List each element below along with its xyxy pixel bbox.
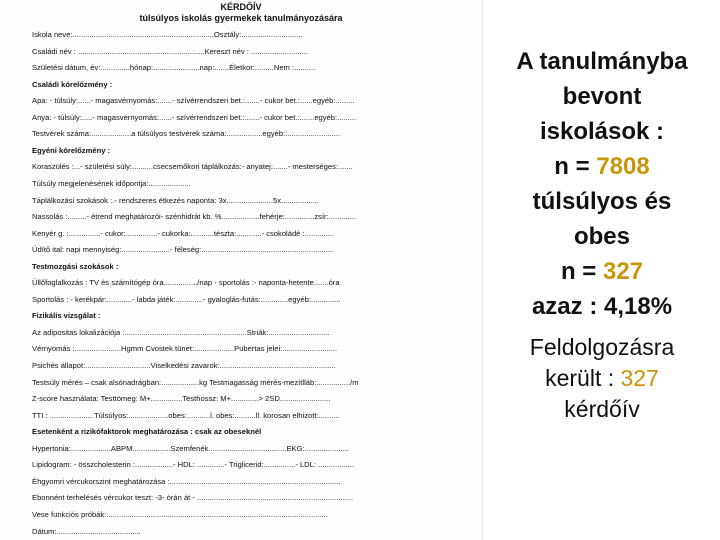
form-line: Családi név : ............................................................Kereszt név : ........................... [32,46,308,56]
summary-line-3: iskolások : [539,118,665,145]
obese-count-label: n = [560,258,603,285]
form-line: Iskola neve:...................................................................Osztály:............................. [32,30,303,39]
form-line: Testvérek száma:...................a túlsúlyos testvérek száma:.................egyéb:.......................... [32,129,341,139]
form-line: Koraszülés :...- születési súly:..........csecsemőkori táplálkozás:- anyatej:.......- mesterséges:....... [32,162,353,172]
form-line: Üdítő ital: napi mennyiség:.......................- féleség:............................................................... [32,245,335,255]
form-line: TTI : .....................Túlsúlyos:...................obes:...........l. obes:..........ll. korosan elhizott:.......... [32,410,340,420]
obese-count-line [483,254,720,289]
obese-count-value: 327 [602,258,644,285]
summary-block [483,44,720,324]
form-line: Egyéni kórelőzmény : [32,145,111,155]
summary-panel [482,0,720,540]
form-line: Ebonnént terhelésés vércukor teszt: -3- órán át - .......................................................................... [32,493,354,503]
total-count-value: 7808 [596,153,650,180]
form-line: Túlsúly megjelenésének időpontja:.................... [32,178,191,188]
form-line: Lipidogram: - összcholesterin :..................- HDL: .............- Triglicerid:...............- LDL: ................. [32,460,354,470]
summary-line-5: obes [573,223,630,250]
form-line: Esetenként a rizikófaktorok meghatározása : csak az obeseknél [32,427,262,437]
form-line: Éhgyomri vércukorszint meghatározása :................................................................................. [32,476,341,486]
form-line: Születési dátum, év:..............hónap:......................nap:.......Életkor:.........Nem :.......... [32,63,316,73]
form-line: Dátum:........................................ [32,526,141,536]
form-line: Vérnyomás :......................Hgmm Cvostek tünet:...................Pubertas jelei:.......................... [32,344,338,354]
form-line: Fizikális vizsgálat : [32,311,101,321]
form-line: Sportolás : - kerékpár:............- labda játék:.............- gyaloglás-futás:.............egyéb:.............. [32,294,341,304]
form-line: Táplálkozási szokások :.- rendszeres étkezés naponta: 3x......................5x.................. [32,195,319,205]
summary-line-2: bevont [562,83,642,110]
form-line: Családi kórelőzmény : [32,79,113,89]
summary-line-1: A tanulmányba [516,48,688,75]
processed-label: került : [545,365,621,391]
form-line: Hypertonia:...................ABPM..................Szemfenék.....................................EKG:..................... [32,443,349,453]
form-line: Testmozgási szokások : [32,261,119,271]
document-title: KÉRDŐÍV [220,2,262,12]
document-subtitle: túlsúlyos iskolás gyermekek tanulmányozására [139,13,343,23]
processed-line-1: Feldolgozásra [529,334,675,360]
form-line: Psichés állapot:...............................Viselkedési zavarok:....................................................... [32,361,336,370]
form-line: Vese funkciós próbák:......................................................................................................... [32,509,328,519]
total-count-label: n = [554,153,597,180]
processed-line-2 [483,363,720,394]
form-line: Z-score használata: Testtömeg: M+...............Testhossz: M+.............> 2SD........................ [32,394,331,404]
form-line: Üllőfoglalkozás : TV és számítógép óra................/nap - sportolás :- naponta-hetente.......óra [32,278,340,288]
form-line: Nassolás :.........- étrend meghatározói- szénhidrát kb. %..................fehérje:..............zsír:............. [32,212,357,222]
processed-count-value: 327 [620,365,659,391]
processed-line-3: kérdőív [564,396,640,422]
form-line: Testsúly mérés – csak alsónadrágban:..................kg Testmagasság mérés-mezítlláb:................/m [32,377,359,387]
form-line: Kenyér g. :...............- cukor:...............- cukorka:...........tészta:............- csokoládé :.............. [32,228,335,238]
total-count-line [483,149,720,184]
summary-line-4: túlsúlyos és [532,188,672,215]
form-line: Az adipositas lokalizációja :..........................................................Striák:............................. [32,327,330,337]
processed-block [483,332,720,425]
form-line: Apa: - túlsúly:......- magasvérnyomás:.......- szívérrendszeri bet.:.......- cukor bet.:......egyéb:......... [32,96,355,106]
form-line: Anya: - túlsúly:.....- magasvérnyomás:......- szívérrendszeri bet.:.......- cukor bet.:.......egyéb:......... [32,112,357,122]
ratio-line: azaz : 4,18% [531,293,673,320]
